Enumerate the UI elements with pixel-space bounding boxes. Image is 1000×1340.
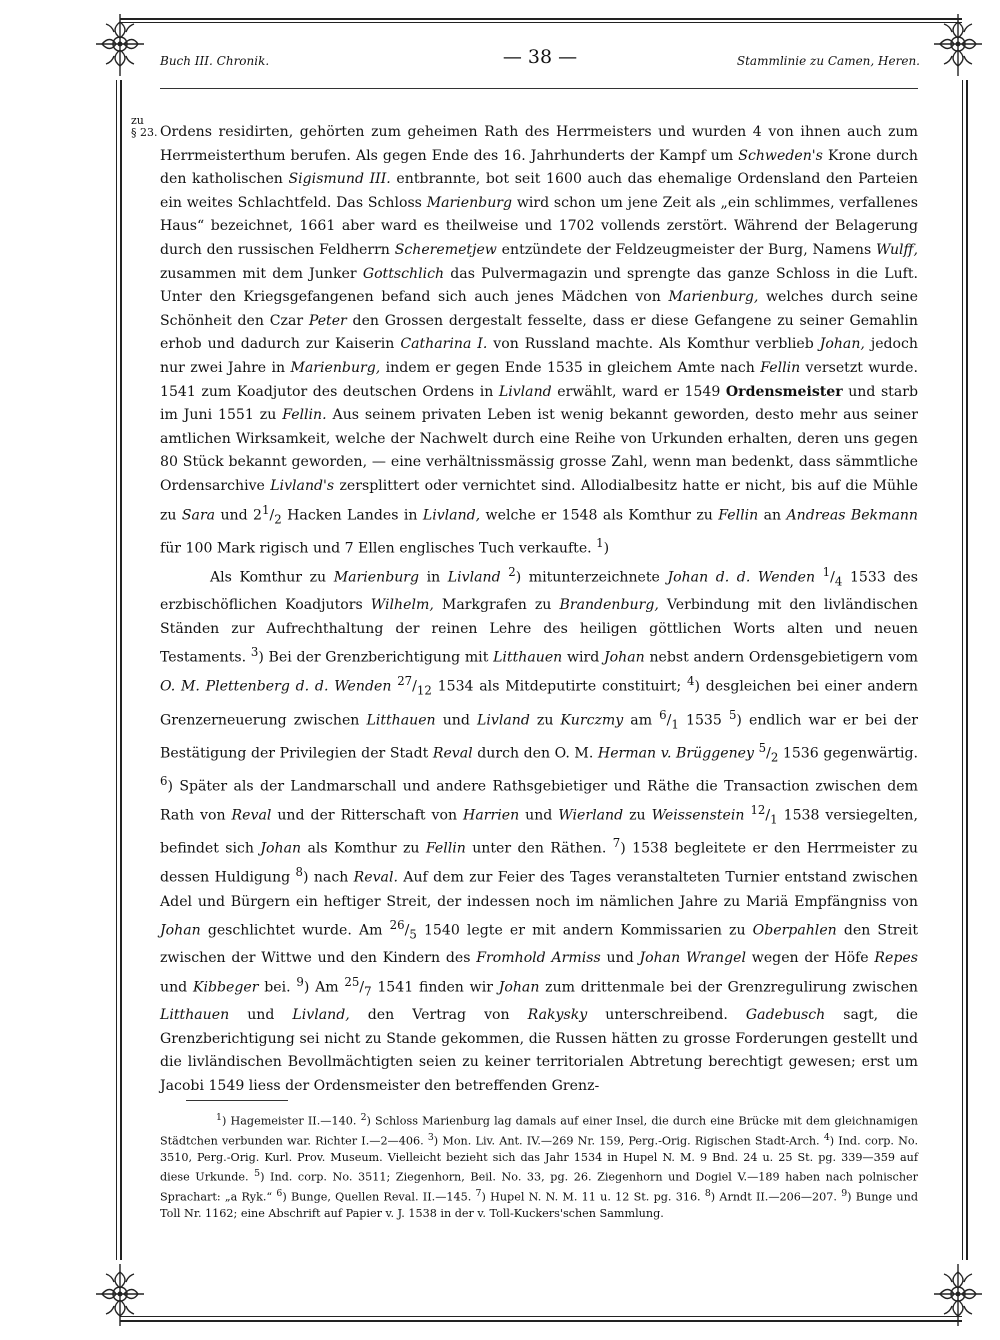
corner-ornament-icon (92, 10, 148, 80)
paragraph: Als Komthur zu Marienburg in Livland $^2$) mitunterzeichnete Johan d. d. Wenden $^1/_4$ 1533 des erzbischöflichen Koadjutors Wilhelm, Markgrafen zu Brandenburg, Verbindung mit den livländischen Ständen zur Aufrechthaltung der reinen Lehre des heiligen göttlichen Worts alten und neuen Testaments. $^3$) Bei der Grenzberichtigung mit Litthauen wird Johan nebst andern Ordensgebietigern vom O. M. Plettenberg d. d. Wenden $^{27}/_{12}$ 1534 als Mitdeputirte constituirt; $^4$) desgleichen bei einer andern Grenzerneuerung zwischen Litthauen und Livland zu Kurczmy am $^6/_1$ 1535 $^5$) endlich war er bei der Bestätigung der Privilegien der Stadt Reval durch den O. M. Herman v. Brüggeney $^5/_2$ 1536 gegenwärtig. $^6$) Später als der Landmarschall und andere Rathsgebietiger und Räthe die Transaction zwischen dem Rath von Reval und der Ritterschaft von Harrien und Wierland zu Weissenstein $^{12}/_1$ 1538 versiegelten, befindet sich Johan als Komthur zu Fellin unter den Räthen. $^7$) 1538 begleitete er den Herrmeister zu dessen Huldigung $^8$) nach Reval. Auf dem zur Feier des Tages veranstalteten Turnier entstand zwischen Adel und Bürgern ein heftiger Streit, der indessen noch im nämlichen Jahre zu Mariä Empfängniss von Johan geschlichtet wurde. Am $^{26}/_5$ 1540 legte er mit andern Kommissarien zu Oberpahlen den Streit zwischen der Wittwe und den Kindern des Fromhold Armiss und Johan Wrangel wegen der Höfe Repes und Kibbeger bei. $^9$) Am $^{25}/_7$ 1541 finden wir Johan zum drittenmale bei der Grenzregulirung zwischen Litthauen und Livland, den Vertrag von Rakysky unterschreibend. Gadebusch sagt, die Grenzberichtigung sei nicht zu Stande gekommen, die Russen hätten zu grosse Forderungen gestellt und die livländischen Bevollmächtigten seien zu keiner territorialen Abtretung berechtigt gewesen; erst um Jacobi 1549 liess der Ordensmeister den betreffenden Grenz- (160, 564, 919, 1094)
frame-top-line-inner (120, 22, 962, 23)
frame-bottom-line (120, 1320, 962, 1322)
margin-ref-line1: zu (131, 114, 144, 127)
margin-ref-line2: § 23. (131, 126, 158, 139)
corner-ornament-icon (92, 1260, 148, 1330)
footnote-rule (186, 1100, 288, 1101)
running-header (160, 46, 920, 78)
frame-bottom-line-inner (120, 1316, 962, 1317)
footnotes (160, 1110, 918, 1222)
header-rule (160, 88, 918, 89)
header-left: Buch III. Chronik. (160, 54, 270, 68)
page-number: — 38 — (502, 46, 578, 68)
frame-right-line (962, 80, 963, 1260)
header-right: Stammlinie zu Camen, Heren. (736, 54, 920, 68)
frame-left-line-inner (120, 80, 122, 1260)
body-text (160, 121, 918, 1098)
frame-top-line (120, 18, 962, 20)
footnote-block: $^1$) Hagemeister II.—140. $^2$) Schloss Marienburg lag damals auf einer Insel, die durch eine Brücke mit dem gleichnamigen Städtchen verbunden war. Richter I.—2—406. $^3$) Mon. Liv. Ant. IV.—269 Nr. 159, Perg.-Orig. Rigischen Stadt-Arch. $^4$) Ind. corp. No. 3510, Perg.-Orig. Kurl. Prov. Museum. Vielleicht bezieht sich das Jahr 1534 in Hupel N. M. 9 Bnd. 24 u. 25 St. pg. 339—359 auf diese Urkunde. $^5$) Ind. corp. No. 3511; Ziegenhorn, Beil. No. 33, pg. 26. Ziegenhorn und Dogiel V.—189 haben nach polnischer Sprachart: „a Ryk.“ $^6$) Bunge, Quellen Reval. II.—145. $^7$) Hupel N. N. M. 11 u. 12 St. pg. 316. $^8$) Arndt II.—206—207. $^9$) Bunge und Toll Nr. 1162; eine Abschrift auf Papier v. J. 1538 in der v. Toll-Kuckers'schen Sammlung. (160, 1112, 919, 1220)
frame-right-line-inner (966, 80, 968, 1260)
margin-reference (131, 115, 158, 139)
paragraph: Ordens residirten, gehörten zum geheimen Rath des Herrmeisters und wurden 4 von ihnen auch zum Herrmeisterthum berufen. Als gegen Ende des 16. Jahrhunderts der Kampf um Schweden's Krone durch den katholischen Sigismund III. entbrannte, bot seit 1600 auch das ehemalige Ordensland den Parteien ein weites Schlachtfeld. Das Schloss Marienburg wird schon um jene Zeit als „ein schlimmes, verfallenes Haus“ bezeichnet, 1661 aber ward es theilweise und 1702 vollends zerstört. Während der Belagerung durch den russischen Feldherrn Scheremetjew entzündete der Feldzeugmeister der Burg, Namens Wulff, zusammen mit dem Junker Gottschlich das Pulvermagazin und sprengte das ganze Schloss in die Luft. Unter den Kriegsgefangenen befand sich auch jenes Mädchen von Marienburg, welches durch seine Schönheit den Czar Peter den Grossen dergestalt fesselte, dass er diese Gefangene zu seiner Gemahlin erhob und dadurch zur Kaiserin Catharina I. von Russland machte. Als Komthur verblieb Johan, jedoch nur zwei Jahre in Marienburg, indem er gegen Ende 1535 in gleichem Amte nach Fellin versetzt wurde. 1541 zum Koadjutor des deutschen Ordens in Livland erwählt, ward er 1549 Ordensmeister und starb im Juni 1551 zu Fellin. Aus seinem privaten Leben ist wenig bekannt geworden, desto mehr aus seiner amtlichen Wirksamkeit, welche der Nachwelt durch eine Reihe von Urkunden erhalten, deren uns gegen 80 Stück bekannt geworden, — eine verhältnissmässig grosse Zahl, wenn man bedenkt, dass sämmtliche Ordensarchive Livland's zersplittert oder vernichtet sind. Allodialbesitz hatte er nicht, bis auf die Mühle zu Sara und $2^1/_2$ Hacken Landes in Livland, welche er 1548 als Komthur zu Fellin an Andreas Bekmann für 100 Mark rigisch und 7 Ellen englisches Tuch verkaufte. $^1$) (160, 124, 919, 557)
corner-ornament-icon (930, 10, 986, 80)
frame-left-line (116, 80, 117, 1260)
corner-ornament-icon (930, 1260, 986, 1330)
